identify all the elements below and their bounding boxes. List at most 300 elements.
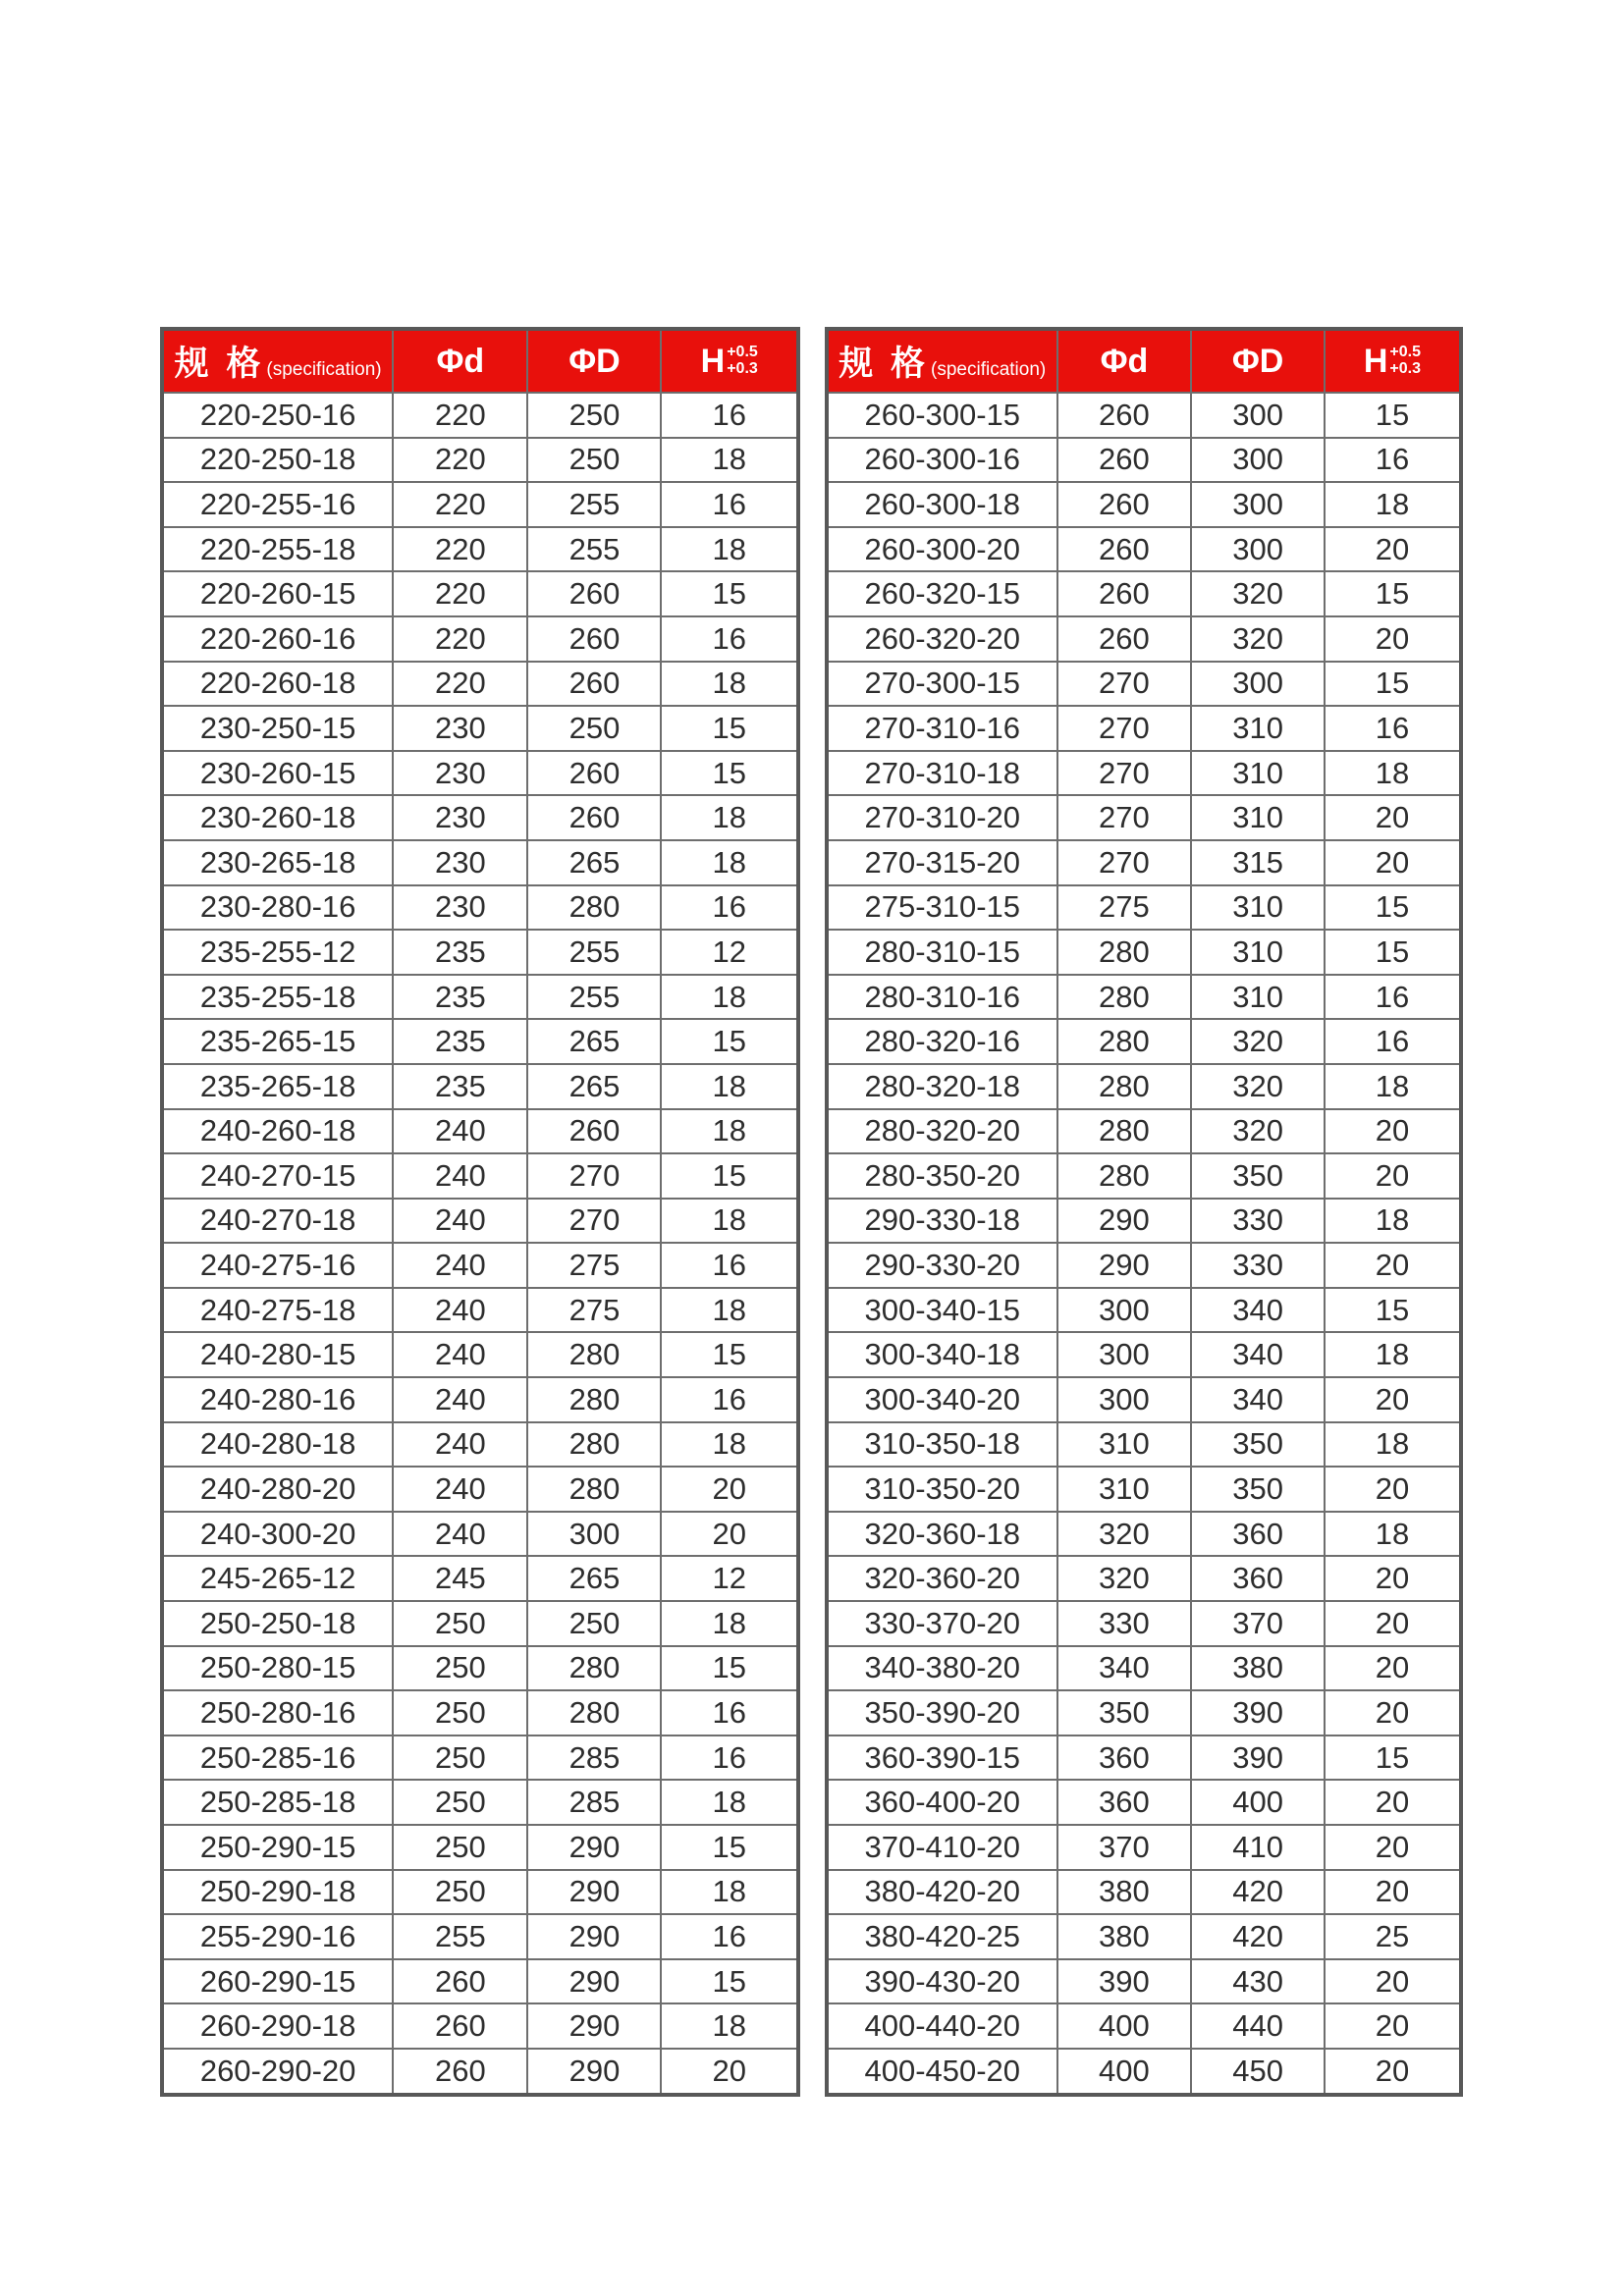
cell-phi-D: 310 <box>1191 930 1325 975</box>
cell-phi-d: 240 <box>393 1422 527 1468</box>
cell-phi-d: 260 <box>1057 571 1192 616</box>
cell-phi-d: 400 <box>1057 2003 1192 2049</box>
cell-spec: 280-320-20 <box>827 1109 1057 1154</box>
table-row <box>827 662 1461 707</box>
cell-phi-D: 350 <box>1191 1153 1325 1199</box>
cell-phi-d: 360 <box>1057 1780 1192 1825</box>
cell-spec: 360-390-15 <box>827 1735 1057 1781</box>
table-row <box>827 527 1461 572</box>
cell-phi-D: 255 <box>527 482 661 527</box>
cell-h: 20 <box>1325 527 1461 572</box>
cell-h: 16 <box>661 1735 798 1781</box>
table-body-right <box>827 393 1461 2095</box>
cell-phi-D: 300 <box>1191 393 1325 438</box>
cell-h: 15 <box>661 571 798 616</box>
table-row <box>162 2003 798 2049</box>
table-row <box>162 438 798 483</box>
cell-h: 18 <box>1325 1064 1461 1109</box>
table-row <box>827 1870 1461 1915</box>
cell-phi-d: 260 <box>393 2049 527 2095</box>
spec-table-left <box>160 327 800 2097</box>
cell-h: 20 <box>1325 2049 1461 2095</box>
cell-h: 16 <box>661 1690 798 1735</box>
cell-phi-d: 250 <box>393 1825 527 1870</box>
table-row <box>827 1735 1461 1781</box>
table-row <box>162 930 798 975</box>
cell-h: 15 <box>661 1646 798 1691</box>
cell-phi-D: 255 <box>527 527 661 572</box>
table-row <box>827 482 1461 527</box>
cell-phi-d: 255 <box>393 1914 527 1959</box>
table-row <box>827 571 1461 616</box>
cell-spec: 250-280-16 <box>162 1690 393 1735</box>
cell-h: 15 <box>1325 393 1461 438</box>
cell-spec: 220-255-18 <box>162 527 393 572</box>
table-row <box>827 1646 1461 1691</box>
cell-phi-D: 430 <box>1191 1959 1325 2004</box>
cell-phi-D: 290 <box>527 2049 661 2095</box>
table-row <box>827 1377 1461 1422</box>
cell-phi-D: 265 <box>527 1064 661 1109</box>
cell-phi-D: 280 <box>527 1377 661 1422</box>
table-row <box>162 2049 798 2095</box>
cell-spec: 220-250-16 <box>162 393 393 438</box>
cell-phi-D: 255 <box>527 930 661 975</box>
cell-h: 16 <box>661 885 798 931</box>
cell-phi-D: 275 <box>527 1288 661 1333</box>
table-row <box>162 527 798 572</box>
cell-phi-d: 230 <box>393 885 527 931</box>
cell-phi-d: 235 <box>393 1019 527 1064</box>
cell-phi-D: 320 <box>1191 1064 1325 1109</box>
cell-spec: 400-440-20 <box>827 2003 1057 2049</box>
cell-spec: 240-280-20 <box>162 1467 393 1512</box>
cell-phi-d: 235 <box>393 930 527 975</box>
cell-phi-D: 300 <box>1191 482 1325 527</box>
cell-spec: 280-320-18 <box>827 1064 1057 1109</box>
table-row <box>162 1377 798 1422</box>
cell-phi-d: 240 <box>393 1243 527 1288</box>
cell-spec: 260-300-18 <box>827 482 1057 527</box>
cell-h: 12 <box>661 930 798 975</box>
cell-spec: 240-275-16 <box>162 1243 393 1288</box>
cell-h: 20 <box>1325 1825 1461 1870</box>
table-row <box>827 2049 1461 2095</box>
table-row <box>162 1825 798 1870</box>
table-row <box>162 751 798 796</box>
cell-phi-d: 230 <box>393 751 527 796</box>
header-phi-d: Φd <box>393 329 527 393</box>
cell-phi-d: 380 <box>1057 1870 1192 1915</box>
cell-phi-D: 265 <box>527 840 661 885</box>
cell-phi-D: 280 <box>527 1690 661 1735</box>
cell-phi-D: 370 <box>1191 1601 1325 1646</box>
cell-phi-d: 260 <box>393 1959 527 2004</box>
cell-phi-D: 390 <box>1191 1735 1325 1781</box>
cell-h: 16 <box>661 393 798 438</box>
header-phi-D: ΦD <box>527 329 661 393</box>
table-row <box>162 1512 798 1557</box>
cell-phi-D: 290 <box>527 1870 661 1915</box>
cell-spec: 250-290-18 <box>162 1870 393 1915</box>
cell-h: 15 <box>661 751 798 796</box>
cell-h: 16 <box>1325 975 1461 1020</box>
cell-spec: 270-300-15 <box>827 662 1057 707</box>
cell-spec: 220-255-16 <box>162 482 393 527</box>
cell-spec: 320-360-18 <box>827 1512 1057 1557</box>
cell-phi-d: 250 <box>393 1735 527 1781</box>
cell-phi-d: 240 <box>393 1377 527 1422</box>
cell-phi-d: 300 <box>1057 1377 1192 1422</box>
cell-phi-D: 280 <box>527 885 661 931</box>
cell-spec: 275-310-15 <box>827 885 1057 931</box>
cell-phi-d: 220 <box>393 482 527 527</box>
cell-phi-D: 310 <box>1191 885 1325 931</box>
cell-spec: 300-340-15 <box>827 1288 1057 1333</box>
table-row <box>827 885 1461 931</box>
cell-h: 20 <box>1325 2003 1461 2049</box>
table-row <box>827 1288 1461 1333</box>
cell-phi-D: 310 <box>1191 706 1325 751</box>
cell-h: 20 <box>661 1467 798 1512</box>
cell-phi-d: 260 <box>1057 616 1192 662</box>
cell-phi-d: 240 <box>393 1332 527 1377</box>
cell-phi-d: 270 <box>1057 751 1192 796</box>
cell-spec: 270-310-16 <box>827 706 1057 751</box>
cell-spec: 260-290-20 <box>162 2049 393 2095</box>
cell-spec: 230-280-16 <box>162 885 393 931</box>
cell-spec: 260-300-16 <box>827 438 1057 483</box>
table-row <box>162 1109 798 1154</box>
table-row <box>827 1914 1461 1959</box>
cell-phi-d: 275 <box>1057 885 1192 931</box>
cell-spec: 280-310-15 <box>827 930 1057 975</box>
cell-spec: 235-255-12 <box>162 930 393 975</box>
header-spec <box>162 329 393 393</box>
cell-spec: 220-260-16 <box>162 616 393 662</box>
cell-phi-d: 330 <box>1057 1601 1192 1646</box>
cell-phi-d: 360 <box>1057 1735 1192 1781</box>
table-row <box>162 1467 798 1512</box>
cell-spec: 245-265-12 <box>162 1556 393 1601</box>
cell-phi-d: 250 <box>393 1690 527 1735</box>
header-spec-cn: 规 格 <box>839 345 930 383</box>
cell-phi-d: 245 <box>393 1556 527 1601</box>
cell-phi-D: 260 <box>527 616 661 662</box>
cell-phi-D: 255 <box>527 975 661 1020</box>
cell-phi-D: 420 <box>1191 1870 1325 1915</box>
cell-h: 18 <box>1325 1512 1461 1557</box>
cell-spec: 235-265-18 <box>162 1064 393 1109</box>
header-h <box>661 329 798 393</box>
cell-phi-D: 280 <box>527 1646 661 1691</box>
cell-h: 18 <box>661 1288 798 1333</box>
cell-phi-d: 260 <box>393 2003 527 2049</box>
cell-h: 20 <box>1325 1601 1461 1646</box>
table-row <box>827 1019 1461 1064</box>
table-row <box>827 840 1461 885</box>
cell-phi-D: 260 <box>527 662 661 707</box>
table-row <box>827 1690 1461 1735</box>
table-row <box>827 1556 1461 1601</box>
cell-h: 15 <box>1325 1288 1461 1333</box>
cell-spec: 220-260-15 <box>162 571 393 616</box>
header-phi-D: ΦD <box>1191 329 1325 393</box>
cell-phi-D: 300 <box>1191 438 1325 483</box>
cell-spec: 340-380-20 <box>827 1646 1057 1691</box>
cell-phi-d: 320 <box>1057 1512 1192 1557</box>
cell-phi-d: 220 <box>393 571 527 616</box>
header-h-symbol: H <box>700 342 726 380</box>
cell-phi-D: 250 <box>527 1601 661 1646</box>
cell-h: 15 <box>661 1019 798 1064</box>
cell-phi-d: 240 <box>393 1199 527 1244</box>
cell-phi-D: 350 <box>1191 1422 1325 1468</box>
cell-spec: 260-300-15 <box>827 393 1057 438</box>
cell-h: 20 <box>661 1512 798 1557</box>
header-spec-en: (specification) <box>931 359 1047 380</box>
cell-spec: 260-290-18 <box>162 2003 393 2049</box>
cell-phi-D: 450 <box>1191 2049 1325 2095</box>
cell-phi-D: 300 <box>1191 527 1325 572</box>
cell-h: 18 <box>661 1199 798 1244</box>
header-h-lower-tolerance: +0.3 <box>1389 360 1422 377</box>
table-row <box>162 1690 798 1735</box>
cell-spec: 280-310-16 <box>827 975 1057 1020</box>
cell-phi-d: 220 <box>393 616 527 662</box>
cell-phi-D: 280 <box>527 1332 661 1377</box>
spec-table-right <box>825 327 1463 2097</box>
cell-phi-D: 320 <box>1191 1109 1325 1154</box>
header-h-tolerance <box>727 345 758 378</box>
table-row <box>162 1914 798 1959</box>
cell-h: 18 <box>661 527 798 572</box>
cell-phi-D: 440 <box>1191 2003 1325 2049</box>
cell-h: 20 <box>1325 1690 1461 1735</box>
cell-phi-D: 340 <box>1191 1377 1325 1422</box>
cell-h: 20 <box>1325 1153 1461 1199</box>
table-row <box>162 706 798 751</box>
cell-phi-D: 275 <box>527 1243 661 1288</box>
cell-phi-D: 280 <box>527 1422 661 1468</box>
cell-spec: 250-250-18 <box>162 1601 393 1646</box>
table-row <box>827 1422 1461 1468</box>
cell-h: 20 <box>1325 795 1461 840</box>
cell-phi-D: 330 <box>1191 1199 1325 1244</box>
cell-phi-D: 260 <box>527 751 661 796</box>
cell-phi-D: 260 <box>527 795 661 840</box>
cell-phi-d: 260 <box>1057 438 1192 483</box>
table-row <box>827 1153 1461 1199</box>
cell-spec: 380-420-25 <box>827 1914 1057 1959</box>
cell-h: 16 <box>661 1914 798 1959</box>
cell-spec: 300-340-20 <box>827 1377 1057 1422</box>
cell-h: 18 <box>661 662 798 707</box>
table-row <box>827 1601 1461 1646</box>
cell-spec: 320-360-20 <box>827 1556 1057 1601</box>
table-row <box>827 975 1461 1020</box>
cell-phi-D: 290 <box>527 1825 661 1870</box>
table-row <box>162 662 798 707</box>
cell-h: 18 <box>661 975 798 1020</box>
header-row <box>827 329 1461 393</box>
cell-phi-d: 280 <box>1057 1153 1192 1199</box>
table-row <box>162 1646 798 1691</box>
table-row <box>827 1467 1461 1512</box>
cell-phi-d: 260 <box>1057 393 1192 438</box>
cell-phi-d: 250 <box>393 1601 527 1646</box>
table-row <box>827 393 1461 438</box>
cell-h: 18 <box>661 1780 798 1825</box>
cell-phi-d: 400 <box>1057 2049 1192 2095</box>
cell-phi-D: 270 <box>527 1199 661 1244</box>
cell-h: 20 <box>661 2049 798 2095</box>
cell-phi-D: 310 <box>1191 795 1325 840</box>
table-row <box>162 1870 798 1915</box>
cell-h: 20 <box>1325 1467 1461 1512</box>
cell-spec: 230-265-18 <box>162 840 393 885</box>
cell-spec: 390-430-20 <box>827 1959 1057 2004</box>
cell-phi-d: 240 <box>393 1467 527 1512</box>
cell-h: 16 <box>661 616 798 662</box>
cell-phi-d: 220 <box>393 393 527 438</box>
table-row <box>827 1109 1461 1154</box>
cell-h: 20 <box>1325 616 1461 662</box>
cell-phi-d: 250 <box>393 1870 527 1915</box>
table-row <box>162 1780 798 1825</box>
cell-h: 12 <box>661 1556 798 1601</box>
table-row <box>827 438 1461 483</box>
cell-spec: 290-330-18 <box>827 1199 1057 1244</box>
cell-phi-d: 350 <box>1057 1690 1192 1735</box>
cell-spec: 350-390-20 <box>827 1690 1057 1735</box>
cell-spec: 230-250-15 <box>162 706 393 751</box>
cell-phi-D: 340 <box>1191 1332 1325 1377</box>
cell-h: 15 <box>661 1153 798 1199</box>
cell-phi-D: 320 <box>1191 571 1325 616</box>
cell-h: 15 <box>661 1332 798 1377</box>
cell-h: 18 <box>661 795 798 840</box>
cell-phi-d: 280 <box>1057 1109 1192 1154</box>
table-row <box>162 1332 798 1377</box>
cell-h: 18 <box>1325 482 1461 527</box>
table-row <box>162 1601 798 1646</box>
cell-phi-d: 310 <box>1057 1422 1192 1468</box>
header-spec-cn: 规 格 <box>174 345 265 383</box>
table-row <box>827 795 1461 840</box>
table-row <box>827 1825 1461 1870</box>
cell-h: 15 <box>1325 885 1461 931</box>
table-row <box>162 1556 798 1601</box>
cell-h: 18 <box>661 1422 798 1468</box>
cell-phi-D: 290 <box>527 1959 661 2004</box>
cell-h: 16 <box>1325 438 1461 483</box>
cell-phi-D: 360 <box>1191 1556 1325 1601</box>
cell-phi-D: 260 <box>527 1109 661 1154</box>
cell-phi-d: 230 <box>393 795 527 840</box>
cell-phi-D: 315 <box>1191 840 1325 885</box>
cell-phi-D: 250 <box>527 438 661 483</box>
cell-spec: 270-315-20 <box>827 840 1057 885</box>
cell-h: 18 <box>661 1064 798 1109</box>
cell-spec: 235-255-18 <box>162 975 393 1020</box>
cell-phi-d: 290 <box>1057 1243 1192 1288</box>
cell-phi-D: 265 <box>527 1556 661 1601</box>
cell-h: 15 <box>1325 1735 1461 1781</box>
cell-phi-d: 260 <box>1057 527 1192 572</box>
cell-phi-d: 240 <box>393 1109 527 1154</box>
cell-spec: 310-350-20 <box>827 1467 1057 1512</box>
cell-spec: 330-370-20 <box>827 1601 1057 1646</box>
cell-spec: 230-260-18 <box>162 795 393 840</box>
table-row <box>162 1288 798 1333</box>
cell-phi-d: 230 <box>393 706 527 751</box>
cell-spec: 240-275-18 <box>162 1288 393 1333</box>
cell-h: 18 <box>661 1109 798 1154</box>
table-row <box>162 885 798 931</box>
header-h-wrap <box>1364 343 1421 381</box>
cell-phi-d: 250 <box>393 1780 527 1825</box>
cell-phi-D: 340 <box>1191 1288 1325 1333</box>
cell-phi-d: 310 <box>1057 1467 1192 1512</box>
cell-phi-d: 220 <box>393 662 527 707</box>
cell-spec: 360-400-20 <box>827 1780 1057 1825</box>
table-row <box>162 1153 798 1199</box>
cell-h: 20 <box>1325 1377 1461 1422</box>
cell-h: 18 <box>1325 1422 1461 1468</box>
cell-phi-d: 240 <box>393 1512 527 1557</box>
cell-h: 18 <box>1325 1332 1461 1377</box>
cell-spec: 240-260-18 <box>162 1109 393 1154</box>
cell-phi-d: 250 <box>393 1646 527 1691</box>
cell-phi-D: 420 <box>1191 1914 1325 1959</box>
cell-spec: 290-330-20 <box>827 1243 1057 1288</box>
table-row <box>827 1959 1461 2004</box>
table-row <box>162 1199 798 1244</box>
cell-spec: 260-320-20 <box>827 616 1057 662</box>
cell-phi-d: 300 <box>1057 1332 1192 1377</box>
cell-phi-d: 220 <box>393 438 527 483</box>
cell-spec: 240-280-15 <box>162 1332 393 1377</box>
cell-spec: 400-450-20 <box>827 2049 1057 2095</box>
table-row <box>162 616 798 662</box>
cell-phi-d: 280 <box>1057 930 1192 975</box>
header-h-tolerance <box>1389 345 1421 378</box>
header-spec <box>827 329 1057 393</box>
cell-phi-d: 270 <box>1057 662 1192 707</box>
cell-spec: 220-260-18 <box>162 662 393 707</box>
cell-h: 18 <box>661 1601 798 1646</box>
cell-spec: 250-280-15 <box>162 1646 393 1691</box>
cell-phi-d: 260 <box>1057 482 1192 527</box>
cell-phi-D: 300 <box>527 1512 661 1557</box>
table-row <box>827 2003 1461 2049</box>
cell-phi-d: 390 <box>1057 1959 1192 2004</box>
cell-phi-D: 330 <box>1191 1243 1325 1288</box>
cell-h: 18 <box>661 2003 798 2049</box>
cell-h: 18 <box>661 438 798 483</box>
cell-spec: 220-250-18 <box>162 438 393 483</box>
cell-h: 18 <box>1325 751 1461 796</box>
table-row <box>162 1422 798 1468</box>
cell-phi-D: 250 <box>527 706 661 751</box>
cell-h: 20 <box>1325 1870 1461 1915</box>
cell-phi-D: 400 <box>1191 1780 1325 1825</box>
cell-h: 16 <box>661 1377 798 1422</box>
cell-phi-d: 270 <box>1057 840 1192 885</box>
cell-phi-d: 340 <box>1057 1646 1192 1691</box>
cell-spec: 270-310-20 <box>827 795 1057 840</box>
